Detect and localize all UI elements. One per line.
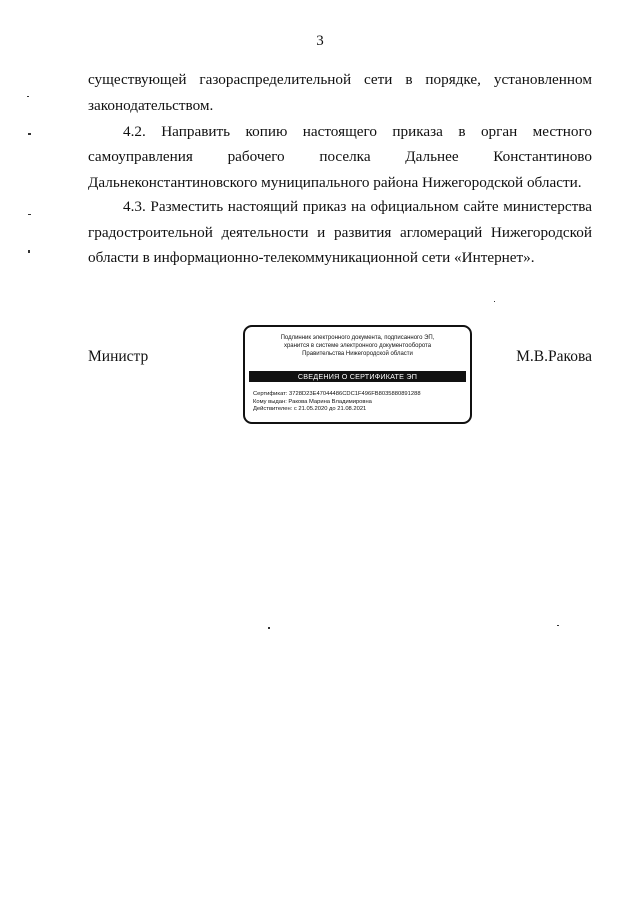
word: деятельности (221, 224, 309, 241)
word: приказ (302, 198, 347, 215)
stamp-header-line: хранится в системе электронного документооборота (283, 343, 432, 349)
text-line-2: законодательством. (88, 97, 214, 114)
word: министерства (503, 198, 592, 215)
word: Направить (161, 123, 231, 140)
word: Нижегородской (490, 224, 592, 241)
stamp-title-bar: СВЕДЕНИЯ О СЕРТИФИКАТЕ ЭП (249, 371, 466, 382)
stamp-details (253, 391, 421, 414)
word: копию (245, 123, 288, 140)
text-line-8: области в информационно-телекоммуникационной сети «Интернет». (88, 249, 535, 266)
word: сайте (463, 198, 499, 215)
word: приказа (392, 123, 443, 140)
word: сети (364, 71, 393, 88)
word: местного (532, 123, 592, 140)
scan-speck (28, 133, 31, 135)
word: 4.2. (123, 123, 146, 140)
text-line-5: Дальнеконстантиновского муниципального района Нижегородской области. (88, 174, 582, 191)
word: на (351, 198, 366, 215)
word: существующей (88, 71, 187, 88)
word: установленном (493, 71, 592, 88)
text-line-6 (123, 198, 592, 216)
stamp-header-line: Правительства Нижегородской области (302, 351, 413, 357)
scan-speck (557, 625, 559, 626)
word: агломераций (400, 224, 483, 241)
word: орган (480, 123, 518, 140)
electronic-signature-stamp (243, 325, 472, 424)
word: развития (333, 224, 392, 241)
text-line-3 (123, 123, 592, 141)
scan-speck (28, 250, 30, 253)
word: в (405, 71, 413, 88)
signer-name: М.В.Ракова (516, 348, 592, 365)
stamp-header-line: Подлинник электронного документа, подписанного ЭП, (280, 335, 435, 341)
text-line-7 (88, 224, 592, 242)
word: Разместить (150, 198, 224, 215)
word: в (458, 123, 466, 140)
word: Константиново (493, 148, 592, 165)
word: 4.3. (123, 198, 146, 215)
stamp-valid-period: Действителен: с 21.05.2020 до 21.08.2021 (253, 406, 367, 412)
scan-speck (28, 214, 31, 215)
word: порядке, (425, 71, 481, 88)
text-line-4 (88, 148, 592, 166)
scan-speck (268, 627, 270, 629)
stamp-issued-to: Кому выдан: Ракова Марина Владимировна (253, 398, 372, 405)
signer-position: Министр (88, 348, 149, 365)
word: настоящего (302, 123, 377, 140)
page-number: 3 (316, 33, 324, 49)
word: Дальнее (405, 148, 459, 165)
word: газораспределительной (199, 71, 352, 88)
stamp-header (245, 334, 470, 358)
word: настоящий (227, 198, 299, 215)
scan-speck (494, 301, 495, 302)
text-line-1 (88, 71, 592, 89)
stamp-certificate: Сертификат: 3728D23E47044486CDC1F496FB8035880891288 (253, 391, 421, 397)
scan-speck (27, 96, 29, 97)
word: и (317, 224, 326, 241)
word: официальном (370, 198, 459, 215)
word: самоуправления (88, 148, 193, 165)
word: рабочего (227, 148, 285, 165)
word: поселка (319, 148, 371, 165)
word: градостроительной (88, 224, 213, 241)
